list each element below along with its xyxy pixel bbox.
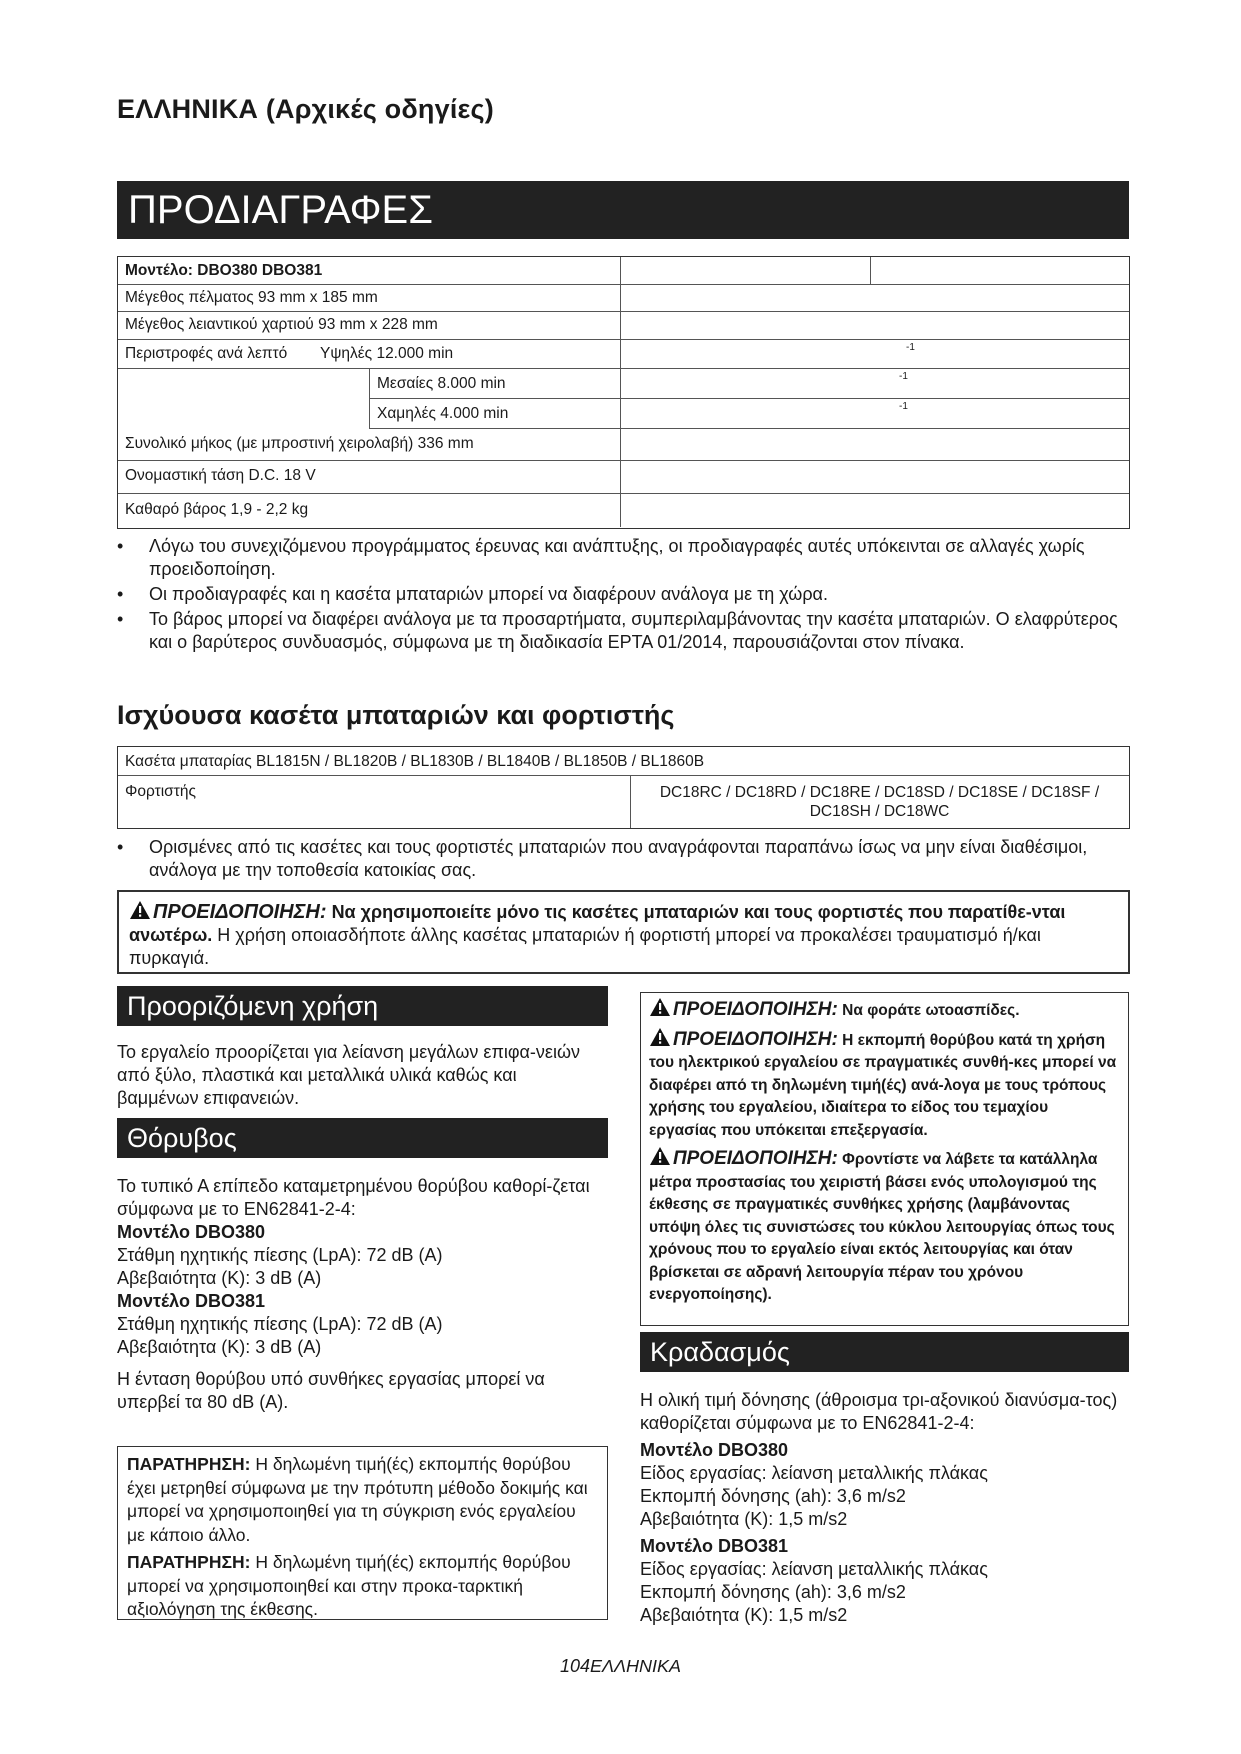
specifications-table: [117, 256, 1130, 529]
spec-paper-size: Μέγεθος λειαντικού χαρτιού 93 mm x 228 mm: [125, 316, 438, 333]
battery-notes: [117, 836, 1129, 884]
warning-text: Να φοράτε ωτοασπίδες.: [842, 1002, 1020, 1019]
battery-heading: Ισχύουσα κασέτα μπαταριών και φορτιστής: [117, 700, 675, 730]
spec-weight: Καθαρό βάρος 1,9 - 2,2 kg: [125, 501, 309, 518]
noise-note-box: [117, 1446, 608, 1620]
vibration-model1-emission: Εκπομπή δόνησης (ah): 3,6 m/s2: [640, 1486, 906, 1506]
noise-title: Θόρυβος: [117, 1118, 608, 1158]
spec-note: • Λόγω του συνεχιζόμενου προγράμματος έρευνας και ανάπτυξης, οι προδιαγραφές αυτές υπόκεινται σε αλλαγές χωρίς προειδοποίηση.: [117, 535, 1129, 581]
note-label: ΠΑΡΑΤΗΡΗΣΗ:: [127, 1454, 251, 1474]
warning-triangle-icon: [129, 900, 151, 920]
noise-note-1: [127, 1453, 598, 1547]
warning-label: ΠΡΟΕΙΔΟΠΟΙΗΣΗ:: [673, 1148, 838, 1169]
noise-model2-uncertainty: Αβεβαιότητα (K): 3 dB (A): [117, 1337, 322, 1357]
warning-triangle-icon: [649, 1146, 671, 1166]
page-footer: 104ΕΛΛΗΝΙΚΑ: [559, 1656, 682, 1676]
noise-note-2: [127, 1551, 598, 1622]
specifications-banner: ΠΡΟΔΙΑΓΡΑΦΕΣ: [117, 181, 1129, 239]
noise-section: [117, 1175, 605, 1414]
warning-text: Φροντίστε να λάβετε τα κατάλληλα μέτρα προστασίας του χειριστή βάσει ενός υπολογισμού της έκθεσης σε πραγματικές συνθήκες χρήσης (λαμβάνοντας υπόψη όλες τις συνιστώσες του κύκλου λειτουργίας όπως τους χρόνους που το εργαλείο είναι εκτός λειτουργίας και όταν βρίσκεται σε αδρανή λειτουργία πέραν του χρόνου ενεργοποίησης).: [649, 1151, 1115, 1303]
battery-warning-box: [117, 890, 1130, 974]
noise-model2: Μοντέλο DBO381: [117, 1291, 265, 1311]
vibration-model2: Μοντέλο DBO381: [640, 1536, 788, 1556]
spec-rpm-high: Υψηλές 12.000 min: [320, 345, 454, 362]
charger-value-line2: DC18SH / DC18WC: [809, 803, 950, 820]
noise-model1-uncertainty: Αβεβαιότητα (K): 3 dB (A): [117, 1268, 322, 1288]
note-text: Η δηλωμένη τιμή(ές) εκπομπής θορύβου έχει μετρηθεί σύμφωνα με την πρότυπη μέθοδο δοκιμής και μπορεί να χρησιμοποιηθεί για τη σύγκριση ενός εργαλείου με κάποιο άλλο.: [127, 1454, 588, 1545]
warning-bold-text: Να χρησιμοποιείτε μόνο τις κασέτες μπαταριών και τους φορτιστές που παρατίθε-νται ανωτέρω.: [129, 902, 1066, 945]
warning-triangle-icon: [649, 997, 671, 1017]
language-title: ΕΛΛΗΝΙΚΑ (Αρχικές οδηγίες): [117, 94, 494, 124]
vibration-model2-mode: Είδος εργασίας: λείανση μεταλλικής πλάκας: [640, 1559, 988, 1579]
spec-notes: [117, 535, 1129, 656]
spec-rpm-low-sup: -1: [899, 401, 908, 412]
charger-label: Φορτιστής: [125, 783, 196, 800]
spec-rpm-mid: Μεσαίες 8.000 min: [377, 375, 506, 392]
noise-model2-pressure: Στάθμη ηχητικής πίεσης (LpA): 72 dB (A): [117, 1314, 443, 1334]
warning-triangle-icon: [649, 1027, 671, 1047]
vibration-model1: Μοντέλο DBO380: [640, 1440, 788, 1460]
spec-rpm-mid-sup: -1: [899, 371, 908, 382]
note-text: Η δηλωμένη τιμή(ές) εκπομπής θορύβου μπορεί να χρησιμοποιηθεί και στην προκα-ταρκτική αξιολόγηση της έκθεσης.: [127, 1552, 571, 1619]
vibration-section: [640, 1389, 1129, 1627]
battery-table: [117, 746, 1130, 829]
spec-rpm-high-sup: -1: [906, 342, 915, 353]
noise-model1-pressure: Στάθμη ηχητικής πίεσης (LpA): 72 dB (A): [117, 1245, 443, 1265]
battery-cartridge-row: Κασέτα μπαταρίας BL1815N / BL1820B / BL1830B / BL1840B / BL1850B / BL1860B: [125, 753, 705, 770]
warning-noise-emission: [649, 1027, 1120, 1143]
noise-warnings-box: [640, 992, 1129, 1326]
spec-rpm-low: Χαμηλές 4.000 min: [377, 405, 509, 422]
charger-value-line1: DC18RC / DC18RD / DC18RE / DC18SD / DC18SE / DC18SF /: [659, 784, 1100, 801]
warning-text: Η χρήση οποιασδήποτε άλλης κασέτας μπαταριών ή φορτιστή μπορεί να προκαλέσει τραυματισμό ή/και πυρκαγιά.: [129, 925, 1041, 968]
spec-note: • Οι προδιαγραφές και η κασέτα μπαταριών μπορεί να διαφέρουν ανάλογα με τη χώρα.: [117, 583, 1129, 606]
vibration-title: Κραδασμός: [640, 1332, 1129, 1372]
noise-model1: Μοντέλο DBO380: [117, 1222, 265, 1242]
noise-intro: Το τυπικό Α επίπεδο καταμετρημένου θορύβου καθορί-ζεται σύμφωνα με το EN62841-2-4:: [117, 1176, 590, 1219]
spec-rpm-label: Περιστροφές ανά λεπτό: [125, 345, 288, 362]
spec-length: Συνολικό μήκος (με μπροστινή χειρολαβή) 336 mm: [125, 435, 474, 452]
spec-voltage: Ονομαστική τάση D.C. 18 V: [125, 467, 316, 484]
note-label: ΠΑΡΑΤΗΡΗΣΗ:: [127, 1552, 251, 1572]
noise-exceed: Η ένταση θορύβου υπό συνθήκες εργασίας μπορεί να υπερβεί τα 80 dB (A).: [117, 1369, 545, 1412]
vibration-intro: Η ολική τιμή δόνησης (άθροισμα τρι-αξονικού διανύσμα-τος) καθορίζεται σύμφωνα με το EN62841-2-4:: [640, 1390, 1118, 1433]
vibration-model1-uncertainty: Αβεβαιότητα (K): 1,5 m/s2: [640, 1509, 848, 1529]
spec-pad-size: Μέγεθος πέλματος 93 mm x 185 mm: [125, 289, 378, 306]
warning-label: ΠΡΟΕΙΔΟΠΟΙΗΣΗ:: [673, 1028, 838, 1050]
intended-use-title: Προοριζόμενη χρήση: [117, 986, 608, 1026]
warning-operator-protection: [649, 1146, 1120, 1307]
vibration-model2-uncertainty: Αβεβαιότητα (K): 1,5 m/s2: [640, 1605, 848, 1625]
vibration-model1-mode: Είδος εργασίας: λείανση μεταλλικής πλάκας: [640, 1463, 988, 1483]
warning-label: ΠΡΟΕΙΔΟΠΟΙΗΣΗ:: [153, 901, 327, 923]
warning-ear-protection: [649, 997, 1120, 1023]
warning-text: Η εκπομπή θορύβου κατά τη χρήση του ηλεκτρικού εργαλείου σε πραγματικές συνθή-κες μπορεί να διαφέρει από τη δηλωμένη τιμή(ές) ανά-λογα με τους τρόπους χρήσης του εργαλείου, ιδιαίτερα το είδος του τεμαχίου εργασίας που υπόκειται επεξεργασία.: [649, 1031, 1117, 1139]
spec-note: • Το βάρος μπορεί να διαφέρει ανάλογα με τα προσαρτήματα, συμπεριλαμβάνοντας την κασέτα μπαταριών. Ο ελαφρύτερος και ο βαρύτερος συνδυασμός, σύμφωνα με τη διαδικασία EPTA 01/2014, παρουσιάζονται στον πίνακα.: [117, 608, 1129, 654]
battery-note: • Ορισμένες από τις κασέτες και τους φορτιστές μπαταριών που αναγράφονται παραπάνω ίσως να μην είναι διαθέσιμοι, ανάλογα με την τοποθεσία κατοικίας σας.: [117, 836, 1129, 882]
intended-use-text: Το εργαλείο προορίζεται για λείανση μεγάλων επιφα-νειών από ξύλο, πλαστικά και μεταλλικά υλικά καθώς και βαμμένων επιφανειών.: [117, 1042, 581, 1108]
vibration-model2-emission: Εκπομπή δόνησης (ah): 3,6 m/s2: [640, 1582, 906, 1602]
warning-label: ΠΡΟΕΙΔΟΠΟΙΗΣΗ:: [673, 999, 838, 1020]
model-header: Μοντέλο: DBO380 DBO381: [125, 262, 323, 279]
